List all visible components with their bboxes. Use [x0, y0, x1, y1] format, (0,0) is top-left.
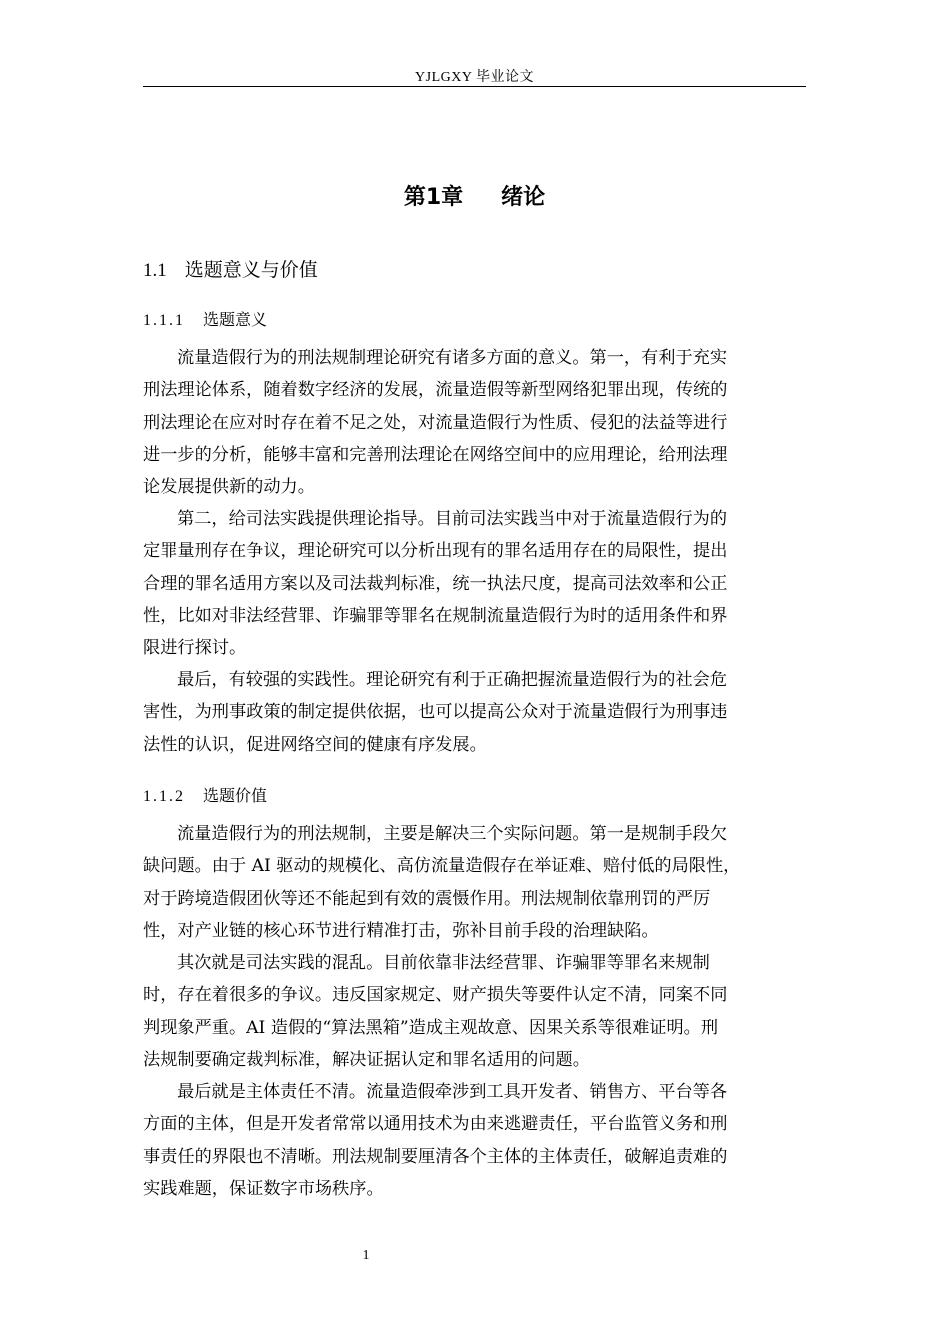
- subsection-heading-1-1-2: [143, 783, 267, 806]
- paragraph-line: 论发展提供新的动力。: [143, 477, 315, 498]
- paragraph-line: 实践难题，保证数字市场秩序。: [143, 1178, 384, 1199]
- chapter-name: 绪论: [501, 185, 546, 210]
- running-header: YJLGXY 毕业论文: [415, 70, 534, 85]
- paragraph-line: 方面的主体，但是开发者常常以通用技术为由来逃避责任，平台监管义务和刑: [143, 1114, 728, 1135]
- paragraph-line: 进一步的分析，能够丰富和完善刑法理论在网络空间中的应用理论，给刑法理: [143, 444, 728, 465]
- paragraph-line: 其次就是司法实践的混乱。目前依靠非法经营罪、诈骗罪等罪名来规制: [177, 953, 710, 973]
- paragraph-line: 时，存在着很多的争议。违反国家规定、财产损失等要件认定不清，同案不同: [143, 985, 728, 1006]
- paragraph: [143, 818, 806, 947]
- paragraph-line: 流量造假行为的刑法规制，主要是解决三个实际问题。第一是规制手段欠: [177, 824, 728, 844]
- header-rule: [143, 86, 806, 87]
- subsection-number: 1.1.2: [143, 788, 185, 805]
- paragraph-line: 缺问题。由于 AI 驱动的规模化、高仿流量造假存在举证难、赔付低的局限性，: [143, 856, 741, 877]
- paragraph-line: 刑法理论体系，随着数字经济的发展，流量造假等新型网络犯罪出现，传统的: [143, 380, 728, 401]
- paragraph: [143, 503, 806, 664]
- section-heading-1-1: [143, 255, 318, 282]
- paragraph-line: 限进行探讨。: [143, 638, 247, 659]
- subsection-title: 选题意义: [203, 310, 268, 329]
- subsection-number: 1.1.1: [143, 312, 185, 329]
- paragraph-line: 最后，有较强的实践性。理论研究有利于正确把握流量造假行为的社会危: [177, 670, 728, 690]
- section-title: 选题意义与价值: [184, 259, 318, 281]
- page-number: 1: [362, 1248, 370, 1263]
- paragraph-line: 对于跨境造假团伙等还不能起到有效的震慑作用。刑法规制依靠刑罚的严厉: [143, 888, 711, 909]
- paragraph-line: 性，对产业链的核心环节进行精准打击，弥补目前手段的治理缺陷。: [143, 920, 659, 941]
- paragraph-line: 最后就是主体责任不清。流量造假牵涉到工具开发者、销售方、平台等各: [177, 1082, 728, 1102]
- paragraph-line: 判现象严重。AI 造假的“算法黑箱”造成主观故意、因果关系等很难证明。刑: [143, 1017, 719, 1038]
- paragraph-line: 法性的认识，促进网络空间的健康有序发展。: [143, 734, 487, 755]
- paragraph-line: 性，比如对非法经营罪、诈骗罪等罪名在规制流量造假行为时的适用条件和界: [143, 605, 728, 626]
- paragraph: [143, 947, 806, 1076]
- paragraph-line: 合理的罪名适用方案以及司法裁判标准，统一执法尺度，提高司法效率和公正: [143, 573, 728, 594]
- paragraph-line: 第二，给司法实践提供理论指导。目前司法实践当中对于流量造假行为的: [177, 509, 728, 529]
- section-number: 1.1: [143, 260, 167, 281]
- chapter-number: 第1章: [403, 185, 464, 210]
- subsection-title: 选题价值: [203, 786, 268, 805]
- paragraph: [143, 342, 806, 503]
- paragraph-line: 事责任的界限也不清晰。刑法规制要厘清各个主体的主体责任，破解追责难的: [143, 1146, 728, 1167]
- subsection-heading-1-1-1: [143, 307, 267, 330]
- paragraph-line: 刑法理论在应对时存在着不足之处，对流量造假行为性质、侵犯的法益等进行: [143, 412, 728, 433]
- paragraph: [143, 664, 806, 761]
- paragraph-line: 害性，为刑事政策的制定提供依据，也可以提高公众对于流量造假行为刑事违: [143, 702, 728, 723]
- paragraph-line: 流量造假行为的刑法规制理论研究有诸多方面的意义。第一，有利于充实: [177, 348, 728, 368]
- paragraph-line: 法规制要确定裁判标准，解决证据认定和罪名适用的问题。: [143, 1049, 590, 1070]
- chapter-title: [143, 180, 806, 211]
- paragraph: [143, 1076, 806, 1205]
- paragraph-line: 定罪量刑存在争议，理论研究可以分析出现有的罪名适用存在的局限性，提出: [143, 541, 728, 562]
